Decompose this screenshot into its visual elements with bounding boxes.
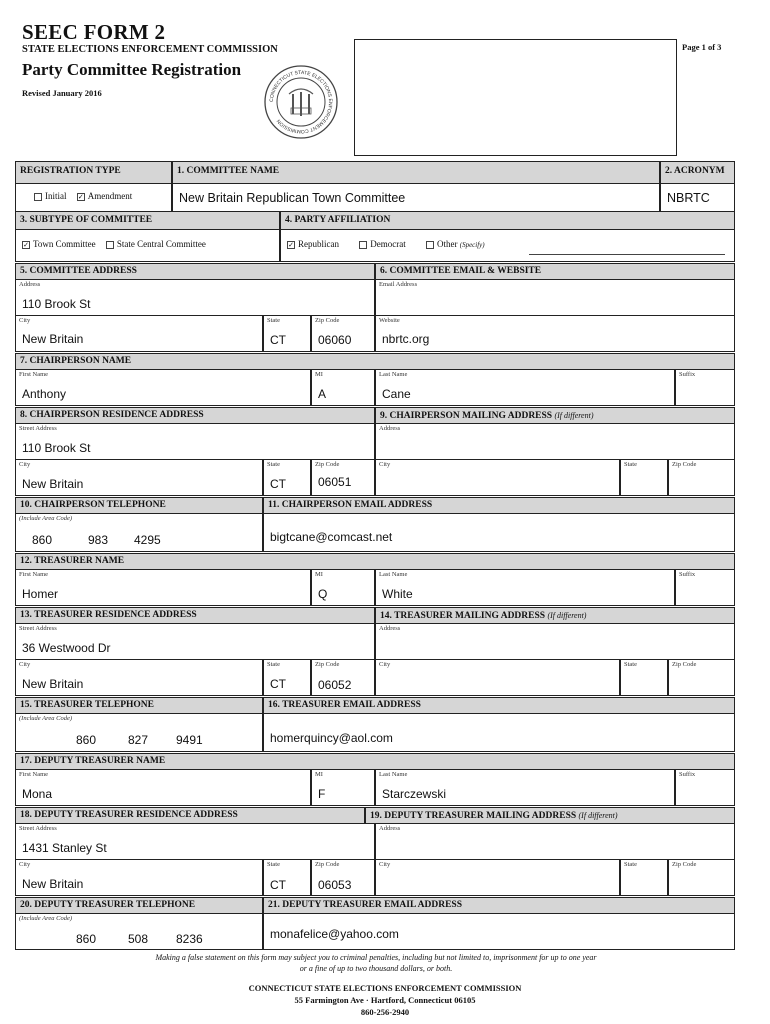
subtype-header: 3. SUBTYPE OF COMMITTEE: [15, 211, 280, 230]
city-label: City: [19, 461, 31, 468]
chair-email-header: 11. CHAIRPERSON EMAIL ADDRESS: [263, 497, 735, 514]
first-name-label: First Name: [19, 571, 49, 578]
chair-last-value[interactable]: Cane: [382, 387, 411, 401]
chair-first-value[interactable]: Anthony: [22, 387, 67, 401]
chair-email-cell: [263, 513, 735, 552]
committee-state-value[interactable]: CT: [270, 333, 286, 347]
zip-label: Zip Code: [315, 661, 340, 668]
committee-name-header: 1. COMMITTEE NAME: [172, 161, 660, 184]
deputy-email-header: 21. DEPUTY TREASURER EMAIL ADDRESS: [263, 897, 735, 914]
deputy-telephone-cell: [15, 913, 263, 950]
amendment-option[interactable]: ✓ Amendment: [77, 191, 133, 201]
registration-type-header: REGISTRATION TYPE: [15, 161, 172, 184]
treasurer-email-header: 16. TREASURER EMAIL ADDRESS: [263, 697, 735, 714]
party-affiliation-header: 4. PARTY AFFILIATION: [280, 211, 735, 230]
state-label: State: [624, 661, 637, 668]
suffix-label: Suffix: [679, 371, 696, 378]
state-label: State: [267, 461, 280, 468]
committee-name-cell: [172, 183, 660, 212]
committee-address-cell: [15, 279, 375, 316]
state-label: State: [267, 661, 280, 668]
treasurer-state-cell: [263, 659, 311, 696]
treasurer-mailing-address-cell: [375, 623, 735, 660]
city-label: City: [19, 317, 31, 324]
chair-mail-city-cell: [375, 459, 620, 496]
committee-state-cell: [263, 315, 311, 352]
chair-area-code[interactable]: 860: [32, 533, 53, 547]
deputy-suffix-cell: [675, 769, 735, 806]
street-label: Street Address: [19, 425, 57, 432]
suffix-label: Suffix: [679, 571, 696, 578]
treasurer-first-value[interactable]: Homer: [22, 587, 59, 601]
deputy-zip-cell: [311, 859, 375, 896]
chair-state-cell: [263, 459, 311, 496]
deputy-city-cell: [15, 859, 263, 896]
committee-website-cell: [375, 315, 735, 352]
area-code-label: (Include Area Code): [19, 515, 73, 522]
email-label: Email Address: [379, 281, 418, 288]
deputy-email-cell: [263, 913, 735, 950]
democrat-option[interactable]: Democrat: [359, 239, 405, 249]
treasurer-telephone-header: 15. TREASURER TELEPHONE: [15, 697, 263, 714]
treasurer-mail-state-cell: [620, 659, 668, 696]
suffix-label: Suffix: [679, 771, 696, 778]
chair-phone-line[interactable]: 4295: [134, 533, 161, 547]
deputy-last-value[interactable]: Starczewski: [382, 787, 447, 801]
treasurer-name-header: 12. TREASURER NAME: [15, 553, 735, 570]
address-label: Address: [379, 425, 401, 432]
town-committee-option[interactable]: ✓ Town Committee: [23, 239, 96, 249]
chair-state-value[interactable]: CT: [270, 477, 286, 491]
deputy-state-cell: [263, 859, 311, 896]
treasurer-mail-city-cell: [375, 659, 620, 696]
chair-mi-cell: [311, 369, 375, 406]
first-name-label: First Name: [19, 771, 49, 778]
treasurer-phone-line[interactable]: 9491: [176, 733, 203, 747]
deputy-first-value[interactable]: Mona: [22, 787, 53, 801]
address-label: Address: [379, 625, 401, 632]
republican-checkbox[interactable]: ✓: [288, 240, 294, 249]
footer-phone: 860-256-2940: [360, 1007, 410, 1017]
address-label: Address: [19, 281, 41, 288]
chair-suffix-cell: [675, 369, 735, 406]
city-label: City: [19, 661, 31, 668]
state-seal-icon: [263, 64, 339, 140]
acronym-value[interactable]: NBRTC: [667, 191, 710, 205]
deputy-residence-header: 18. DEPUTY TREASURER RESIDENCE ADDRESS: [15, 807, 365, 824]
false-statement-warning-line2: or a fine of up to two thousand dollars, or both.: [299, 964, 453, 973]
treasurer-first-cell: [15, 569, 311, 606]
treasurer-email-cell: [263, 713, 735, 752]
chairperson-name-header: 7. CHAIRPERSON NAME: [15, 353, 735, 370]
deputy-state-value[interactable]: CT: [270, 878, 286, 892]
zip-label: Zip Code: [672, 461, 697, 468]
treasurer-telephone-cell: [15, 713, 263, 752]
treasurer-area-code[interactable]: 860: [76, 733, 97, 747]
mi-label: MI: [315, 371, 323, 378]
registration-type-cell: [15, 183, 172, 212]
mi-label: MI: [315, 571, 323, 578]
deputy-mailing-header: 19. DEPUTY TREASURER MAILING ADDRESS (If different): [365, 807, 735, 824]
chair-telephone-header: 10. CHAIRPERSON TELEPHONE: [15, 497, 263, 514]
committee-city-cell: [15, 315, 263, 352]
chair-phone-prefix[interactable]: 983: [88, 533, 109, 547]
chair-mailing-address-cell: [375, 423, 735, 460]
zip-label: Zip Code: [315, 861, 340, 868]
committee-email-website-header: 6. COMMITTEE EMAIL & WEBSITE: [375, 263, 735, 280]
deputy-mi-value[interactable]: F: [318, 787, 326, 801]
city-label: City: [379, 861, 391, 868]
deputy-mail-zip-cell: [668, 859, 735, 896]
mi-label: MI: [315, 771, 323, 778]
other-checkbox[interactable]: [426, 241, 434, 249]
treasurer-suffix-cell: [675, 569, 735, 606]
democrat-checkbox[interactable]: [359, 241, 367, 249]
treasurer-zip-cell: [311, 659, 375, 696]
chair-street-cell: [15, 423, 375, 460]
chair-residence-header: 8. CHAIRPERSON RESIDENCE ADDRESS: [15, 407, 375, 424]
false-statement-warning-line1: Making a false statement on this form may subject you to criminal penalties, including but not limited to, imprisonment for up to one year: [155, 953, 597, 962]
deputy-telephone-header: 20. DEPUTY TREASURER TELEPHONE: [15, 897, 263, 914]
zip-label: Zip Code: [672, 661, 697, 668]
treasurer-mi-cell: [311, 569, 375, 606]
town-committee-checkbox[interactable]: ✓: [23, 240, 29, 249]
state-label: State: [624, 861, 637, 868]
committee-email-cell: [375, 279, 735, 316]
revised-date: Revised January 2016: [22, 88, 102, 98]
treasurer-street-value[interactable]: 36 Westwood Dr: [22, 641, 111, 655]
state-central-checkbox[interactable]: [106, 241, 114, 249]
street-label: Street Address: [19, 625, 57, 632]
deputy-treasurer-name-header: 17. DEPUTY TREASURER NAME: [15, 753, 735, 770]
initial-option[interactable]: Initial: [34, 191, 67, 201]
city-label: City: [19, 861, 31, 868]
deputy-phone-prefix[interactable]: 508: [128, 932, 149, 946]
party-affiliation-cell: [280, 229, 735, 262]
chair-mail-zip-cell: [668, 459, 735, 496]
deputy-area-code[interactable]: 860: [76, 932, 97, 946]
other-option[interactable]: Other (Specify): [426, 239, 485, 249]
last-name-label: Last Name: [379, 371, 408, 378]
last-name-label: Last Name: [379, 571, 408, 578]
address-label: Address: [379, 825, 401, 832]
treasurer-residence-header: 13. TREASURER RESIDENCE ADDRESS: [15, 607, 375, 624]
treasurer-state-value[interactable]: CT: [270, 677, 286, 691]
amendment-checkbox[interactable]: ✓: [77, 192, 84, 201]
zip-label: Zip Code: [315, 461, 340, 468]
received-stamp-box: [354, 39, 677, 156]
committee-zip-value[interactable]: 06060: [318, 333, 352, 347]
deputy-zip-value[interactable]: 06053: [318, 878, 352, 892]
seal-text: CONNECTICUT STATE ELECTIONS ENFORCEMENT COMMISSION: [268, 69, 334, 135]
committee-address-header: 5. COMMITTEE ADDRESS: [15, 263, 375, 280]
chair-mi-value[interactable]: A: [318, 387, 327, 401]
footer-address: 55 Farmington Ave · Hartford, Connecticut 06105: [294, 995, 476, 1005]
deputy-mailing-address-cell: [375, 823, 735, 860]
initial-checkbox[interactable]: [34, 193, 42, 201]
acronym-cell: [660, 183, 735, 212]
state-label: State: [624, 461, 637, 468]
republican-option[interactable]: ✓ Republican: [288, 239, 339, 249]
chair-email-value[interactable]: bigtcane@comcast.net: [270, 530, 393, 544]
committee-address-value[interactable]: 110 Brook St: [22, 297, 91, 311]
treasurer-mailing-header: 14. TREASURER MAILING ADDRESS (If different): [375, 607, 735, 624]
deputy-street-value[interactable]: 1431 Stanley St: [22, 841, 107, 855]
treasurer-city-value[interactable]: New Britain: [22, 677, 84, 691]
deputy-phone-line[interactable]: 8236: [176, 932, 203, 946]
chair-street-value[interactable]: 110 Brook St: [22, 441, 91, 455]
last-name-label: Last Name: [379, 771, 408, 778]
subtype-cell: [15, 229, 280, 262]
committee-zip-cell: [311, 315, 375, 352]
deputy-mail-state-cell: [620, 859, 668, 896]
zip-label: Zip Code: [672, 861, 697, 868]
chair-city-cell: [15, 459, 263, 496]
treasurer-street-cell: [15, 623, 375, 660]
chair-last-cell: [375, 369, 675, 406]
deputy-first-cell: [15, 769, 311, 806]
footer-agency: CONNECTICUT STATE ELECTIONS ENFORCEMENT COMMISSION: [248, 983, 522, 993]
city-label: City: [379, 661, 391, 668]
zip-label: Zip Code: [315, 317, 340, 324]
deputy-mi-cell: [311, 769, 375, 806]
chair-telephone-cell: [15, 513, 263, 552]
treasurer-mail-zip-cell: [668, 659, 735, 696]
agency-name: STATE ELECTIONS ENFORCEMENT COMMISSION: [22, 44, 278, 55]
treasurer-last-value[interactable]: White: [382, 587, 413, 601]
first-name-label: First Name: [19, 371, 49, 378]
chair-first-cell: [15, 369, 311, 406]
chair-mailing-header: 9. CHAIRPERSON MAILING ADDRESS (If different): [375, 407, 735, 424]
state-central-option[interactable]: State Central Committee: [106, 239, 206, 249]
treasurer-zip-value[interactable]: 06052: [318, 678, 352, 692]
committee-website-value[interactable]: nbrtc.org: [382, 332, 430, 346]
treasurer-phone-prefix[interactable]: 827: [128, 733, 149, 747]
treasurer-email-value[interactable]: homerquincy@aol.com: [270, 731, 393, 745]
deputy-email-value[interactable]: monafelice@yahoo.com: [270, 927, 399, 941]
deputy-mail-city-cell: [375, 859, 620, 896]
state-label: State: [267, 861, 280, 868]
website-label: Website: [379, 317, 400, 324]
committee-name-value[interactable]: New Britain Republican Town Committee: [179, 191, 406, 205]
document-title: Party Committee Registration: [22, 60, 242, 79]
acronym-header: 2. ACRONYM: [660, 161, 735, 184]
other-specify-line[interactable]: [529, 254, 725, 255]
area-code-label: (Include Area Code): [19, 915, 73, 922]
treasurer-city-cell: [15, 659, 263, 696]
area-code-label: (Include Area Code): [19, 715, 73, 722]
page-number: Page 1 of 3: [682, 42, 722, 52]
treasurer-last-cell: [375, 569, 675, 606]
chair-zip-value[interactable]: 06051: [318, 475, 352, 489]
treasurer-mi-value[interactable]: Q: [318, 587, 328, 601]
chair-zip-cell: [311, 459, 375, 496]
deputy-street-cell: [15, 823, 375, 860]
street-label: Street Address: [19, 825, 57, 832]
deputy-city-value[interactable]: New Britain: [22, 877, 84, 891]
chair-mail-state-cell: [620, 459, 668, 496]
deputy-last-cell: [375, 769, 675, 806]
form-title: SEEC FORM 2: [22, 20, 166, 44]
chair-city-value[interactable]: New Britain: [22, 477, 84, 491]
city-label: City: [379, 461, 391, 468]
committee-city-value[interactable]: New Britain: [22, 332, 84, 346]
state-label: State: [267, 317, 280, 324]
